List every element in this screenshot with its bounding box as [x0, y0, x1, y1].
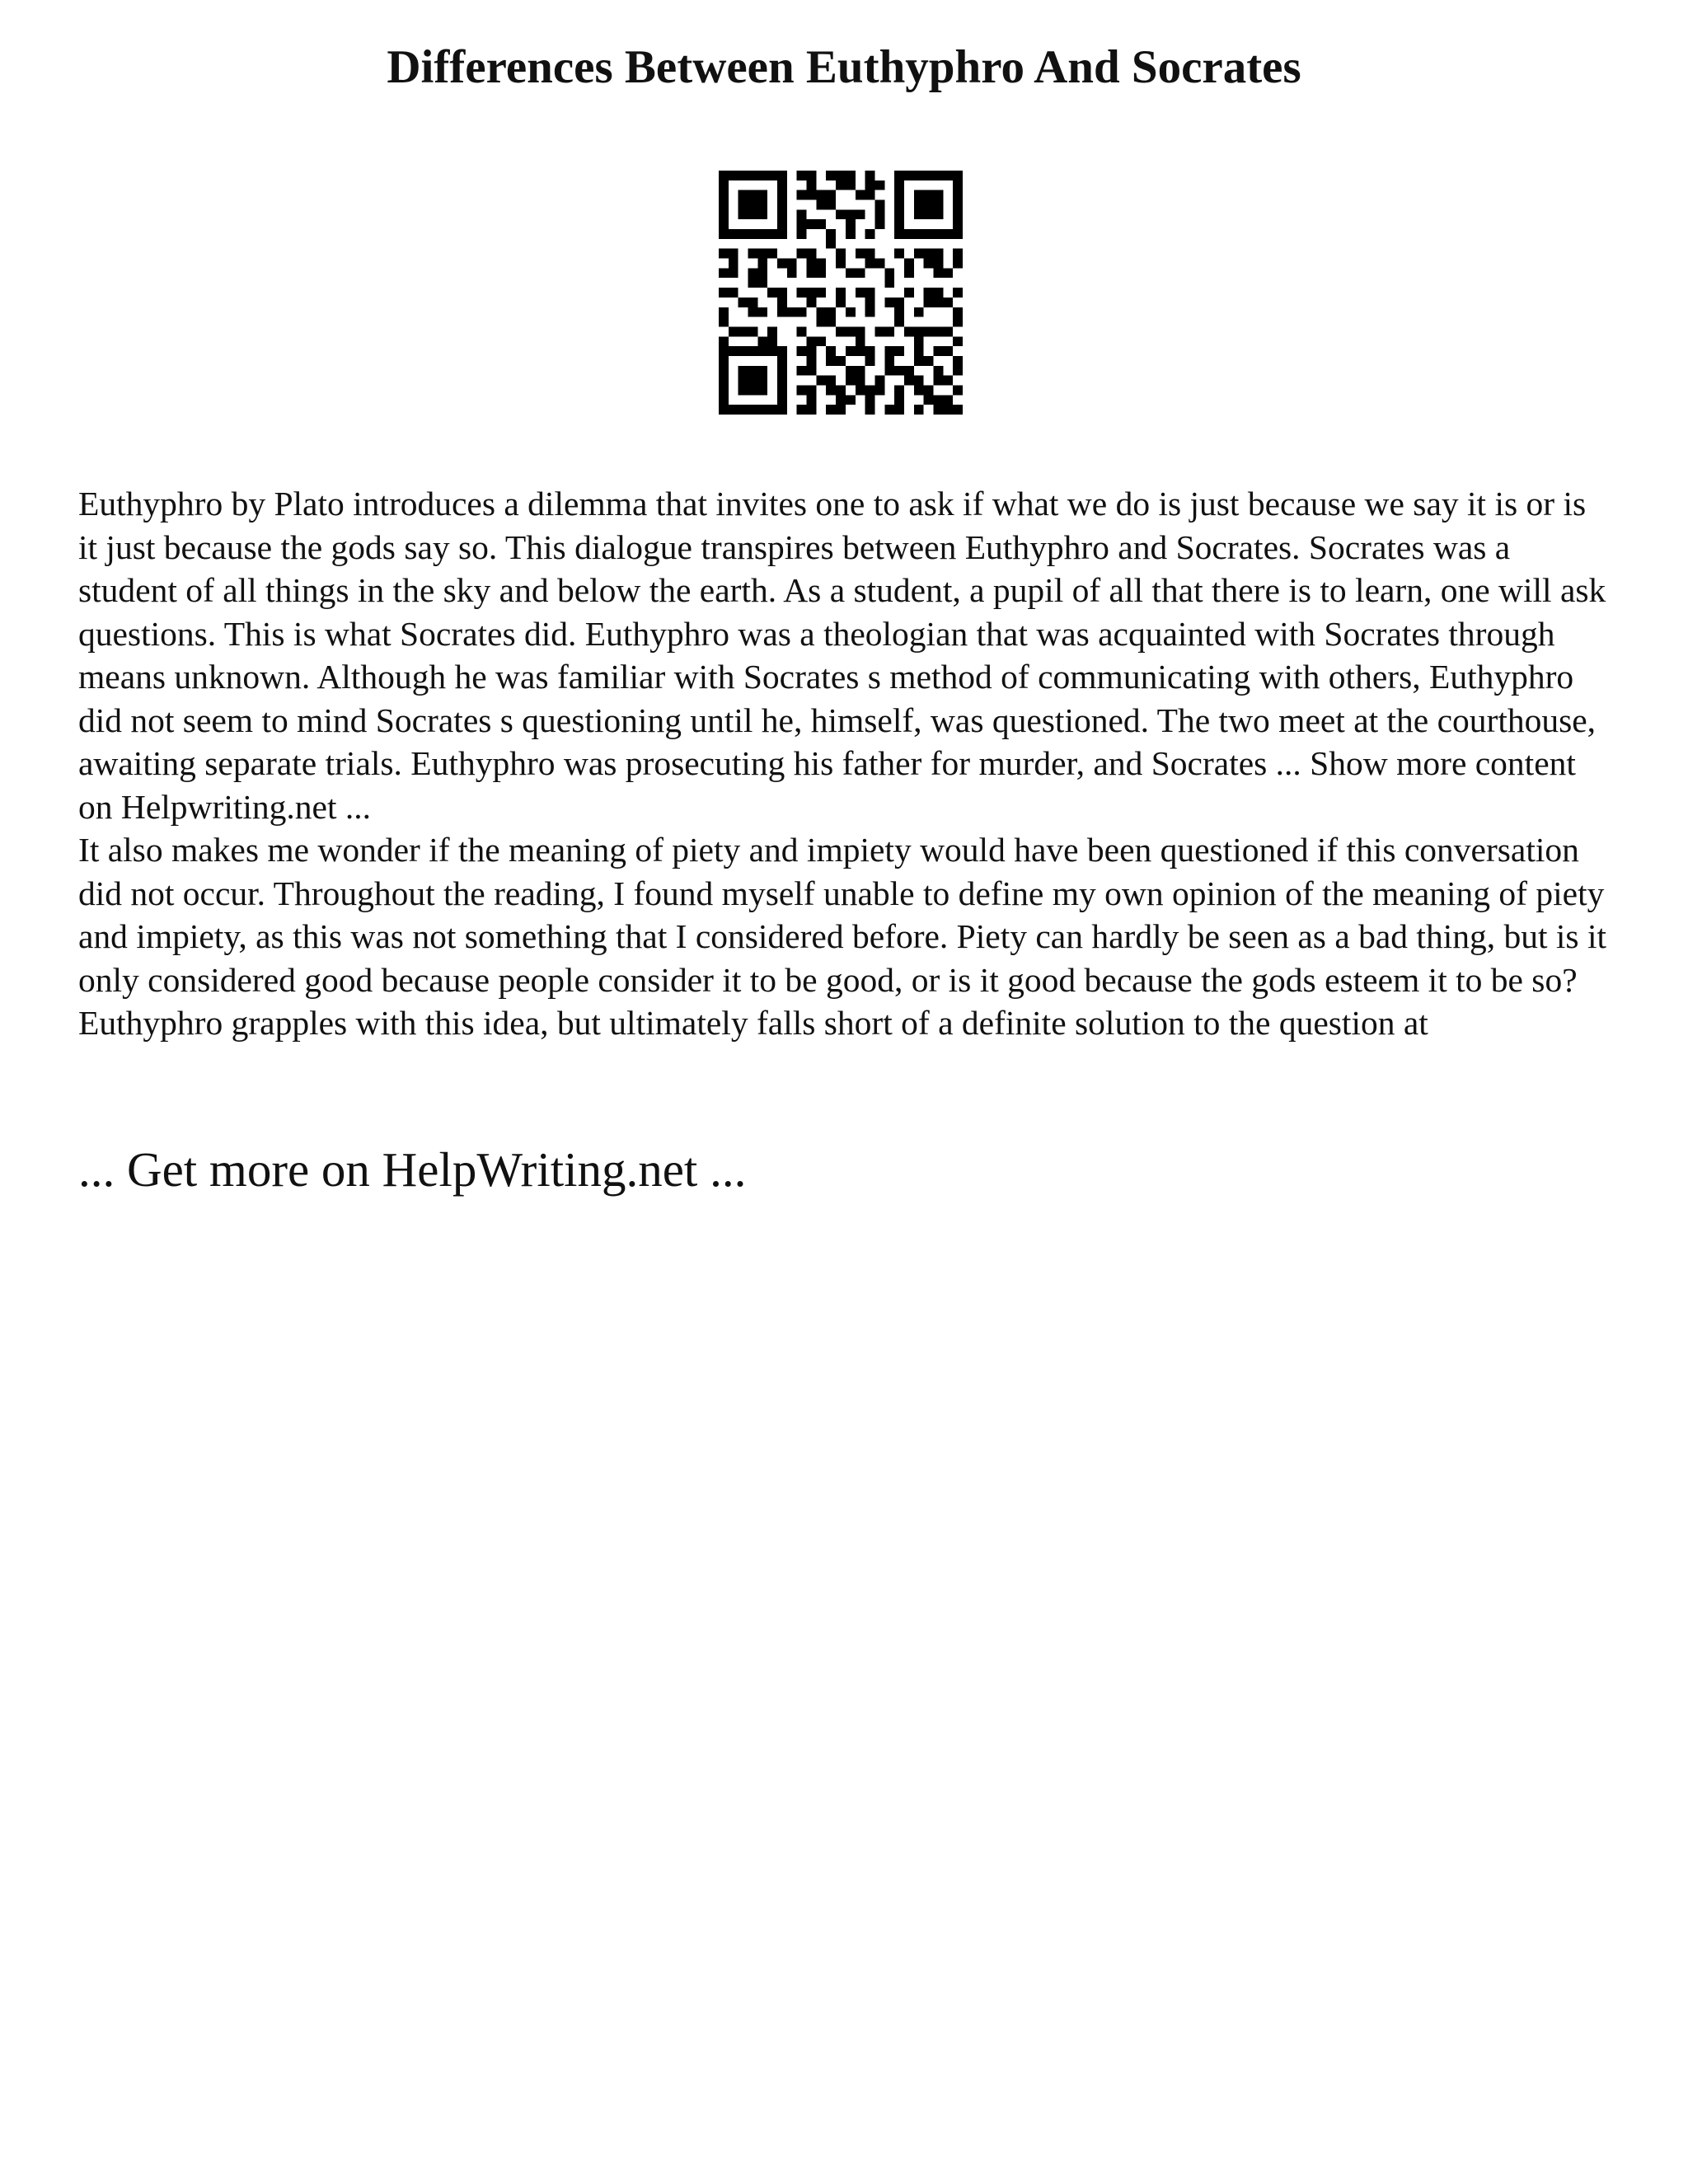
get-more-link[interactable]: ... Get more on HelpWriting.net ... [78, 1142, 747, 1197]
body-paragraph-1: Euthyphro by Plato introduces a dilemma that invites one to ask if what we do is just because we say it is or is it just because the gods say so. This dialogue transpires between Euthyphro and Socrates. Socrates was a student of all things in the sky and below the earth. As a student, a pupil of all that there is to learn, one will ask questions. This is what Socrates did. Euthyphro was a theologian that was acquainted with Socrates through means unknown. Although he was familiar with Socrates s method of communicating with others, Euthyphro did not seem to mind Socrates s questioning until he, himself, was questioned. The two meet at the courthouse, awaiting separate trials. Euthyphro was prosecuting his father for murder, and Socrates ... Show more content on Helpwriting.net ... [78, 485, 1606, 826]
body-paragraph-2: It also makes me wonder if the meaning of piety and impiety would have been questioned if this conversation did not occur. Throughout the reading, I found myself unable to define my own opinion of the meaning of piety and impiety, as this was not something that I considered before. Piety can hardly be seen as a bad thing, but is it only considered good because people consider it to be good, or is it good because the gods esteem it to be so? Euthyphro grapples with this idea, but ultimately falls short of a definite solution to the question at [78, 831, 1607, 1042]
document-title: Differences Between Euthyphro And Socrates [387, 41, 1301, 93]
document-body [78, 482, 1611, 1045]
qr-code-icon[interactable] [719, 171, 963, 415]
